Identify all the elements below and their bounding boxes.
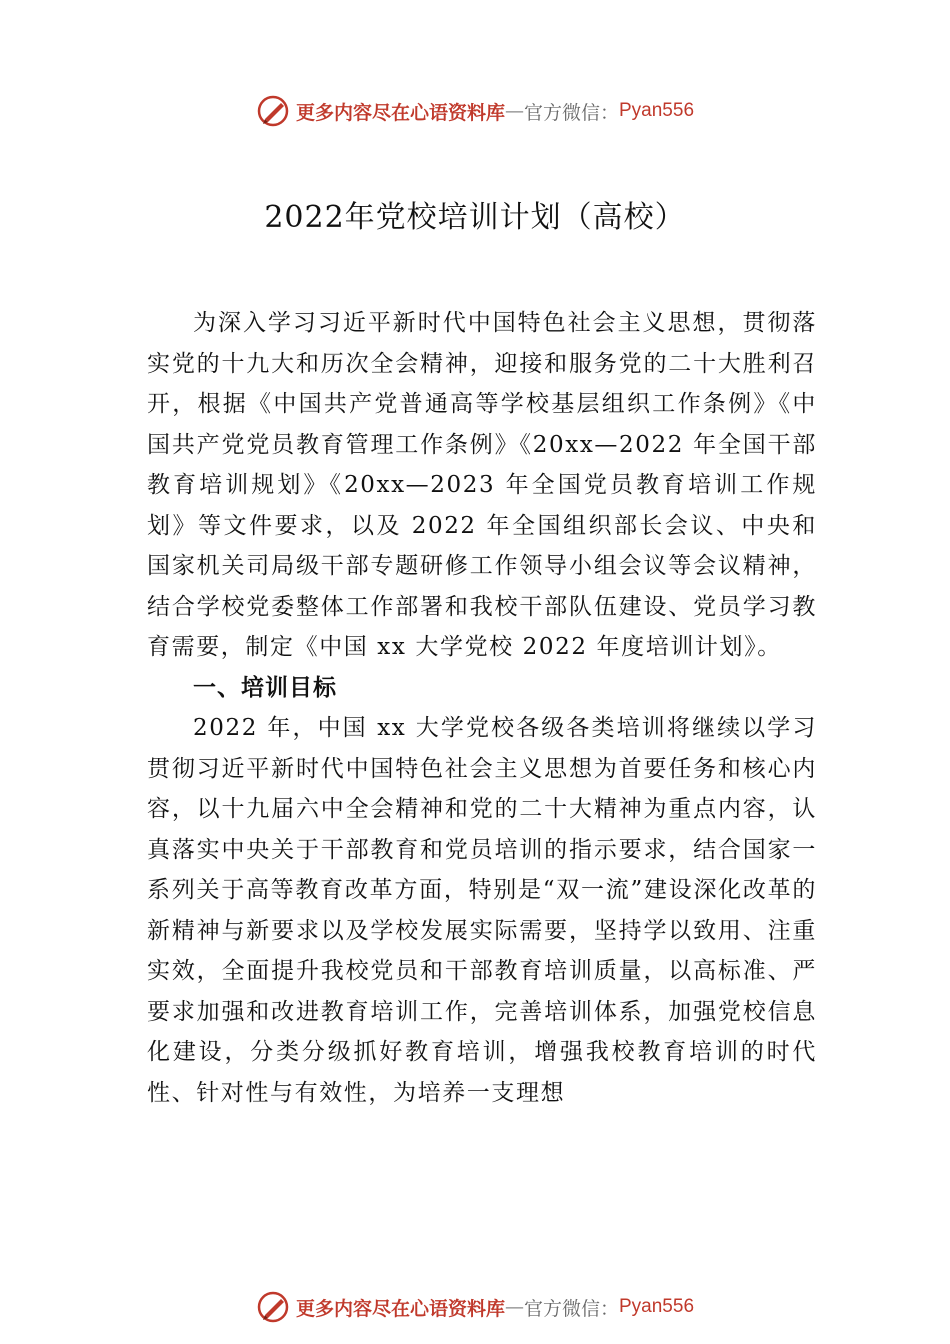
intro-paragraph: 为深入学习习近平新时代中国特色社会主义思想，贯彻落实党的十九大和历次全会精神，迎接和服务党的二十大胜利召开，根据《中国共产党普通高等学校基层组织工作条例》《中国共产党党员教育管理工作条例》《20xx—2022 年全国干部教育培训规划》《20xx—2023 年全国党员教育培训工作规划》等文件要求，以及 2022 年全国组织部长会议、中央和国家机关司局级干部专题研修工作领导小组会议等会议精神，结合学校党委整体工作部署和我校干部队伍建设、党员学习教育需要，制定《中国 xx 大学党校 2022 年度培训计划》。 (147, 310, 817, 660)
section-paragraph: 2022 年，中国 xx 大学党校各级各类培训将继续以学习贯彻习近平新时代中国特色社会主义思想为首要任务和核心内容，以十九届六中全会精神和党的二十大精神为重点内容，认真落实中央关于干部教育和党员培训的指示要求，结合国家一系列关于高等教育改革方面，特别是“双一流”建设深化改革的新精神与新要求以及学校发展实际需要，坚持学以致用、注重实效，全面提升我校党员和干部教育培训质量，以高标准、严要求加强和改进教育培训工作，完善培训体系，加强党校信息化建设，分类分级抓好教育培训，增强我校教育培训的时代性、针对性与有效性，为培养一支理想 (147, 715, 817, 1106)
watermark-wechat-id: Pyan556 (619, 100, 695, 121)
watermark-wechat-label: 官方微信： (523, 1297, 619, 1320)
document-title: 2022年党校培训计划（高校） (264, 200, 686, 235)
section-heading: 一、培训目标 (193, 674, 337, 701)
pen-seal-icon (256, 1290, 290, 1324)
watermark-wechat-id: Pyan556 (619, 1296, 695, 1317)
watermark-dash: — (504, 100, 524, 122)
watermark-text: 更多内容尽在心语资料库 (295, 1297, 505, 1320)
pen-seal-icon (256, 94, 290, 128)
watermark-text: 更多内容尽在心语资料库 (295, 101, 505, 124)
watermark-dash: — (504, 1296, 524, 1318)
watermark-wechat-label: 官方微信： (523, 101, 619, 124)
document-body (147, 303, 817, 1113)
watermark-footer (0, 1290, 950, 1324)
watermark-header (0, 94, 950, 128)
